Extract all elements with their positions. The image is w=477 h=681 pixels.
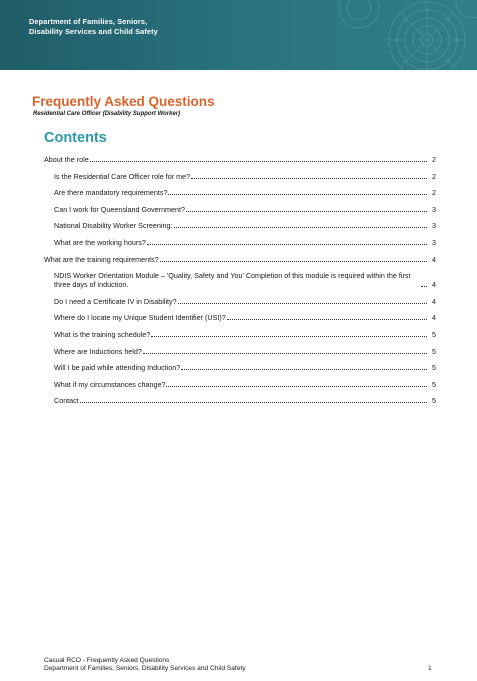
- toc-entry[interactable]: [44, 238, 436, 247]
- toc-entry-page: 4: [432, 280, 436, 290]
- page-footer: [44, 657, 246, 673]
- toc-entry-title: Contact: [54, 396, 79, 406]
- toc-dot-leader: [168, 194, 427, 195]
- toc-entry[interactable]: [44, 172, 436, 181]
- toc-entry-page: 2: [432, 171, 436, 181]
- toc-entry-page: 4: [432, 313, 436, 323]
- toc-entry-page: 2: [432, 188, 436, 198]
- document-subtitle: Residential Care Officer (Disability Support Worker): [33, 111, 181, 117]
- toc-dot-leader: [181, 369, 427, 370]
- toc-dot-leader: [166, 386, 427, 387]
- toc-entry[interactable]: [44, 363, 436, 372]
- toc-dot-leader: [80, 402, 427, 403]
- toc-entry-page: 2: [432, 155, 436, 164]
- toc-entry-page: 4: [432, 254, 436, 264]
- toc-entry[interactable]: [44, 396, 436, 405]
- toc-entry-title: What are the working hours?: [54, 237, 146, 247]
- department-line-2: Disability Services and Child Safety: [29, 27, 158, 36]
- toc-dot-leader: [174, 227, 427, 228]
- department-line-1: Department of Families, Seniors,: [29, 17, 148, 26]
- toc-entry-title: About the role: [44, 155, 89, 164]
- toc-entry-page: 5: [432, 346, 436, 356]
- page-number: 1: [428, 665, 432, 672]
- toc-entry-title: What is the training schedule?: [54, 329, 151, 339]
- header-banner: [0, 0, 477, 70]
- footer-line-1: Casual RCO - Frequently Asked Questions: [44, 657, 170, 664]
- toc-entry-page: 3: [432, 204, 436, 214]
- toc-dot-leader: [143, 353, 427, 354]
- toc-entry-title: Will I be paid while attending Induction?: [54, 363, 181, 373]
- toc-entry-title: Is the Residential Care Officer role for me?: [54, 171, 191, 181]
- toc-entry[interactable]: [44, 330, 436, 339]
- toc-entry-title: What are the training requirements?: [44, 254, 159, 264]
- toc-entry[interactable]: [44, 297, 436, 306]
- toc-entry-page: 5: [432, 379, 436, 389]
- toc-entry[interactable]: [44, 205, 436, 214]
- toc-dot-leader: [421, 286, 427, 287]
- toc-entry-page: 5: [432, 329, 436, 339]
- toc-dot-leader: [191, 178, 427, 179]
- toc-dot-leader: [147, 244, 427, 245]
- contents-heading: Contents: [44, 130, 107, 146]
- table-of-contents: [44, 155, 436, 413]
- toc-entry-page: 5: [432, 396, 436, 406]
- toc-entry-title: National Disability Worker Screening:: [54, 221, 173, 231]
- toc-entry-title: NDIS Worker Orientation Module – 'Quality, Safety and You' Completion of this module is required within the first three days of induction.: [54, 271, 411, 290]
- department-name: [29, 17, 158, 37]
- toc-dot-leader: [178, 303, 427, 304]
- toc-entry-page: 3: [432, 237, 436, 247]
- toc-dot-leader: [227, 319, 427, 320]
- toc-dot-leader: [90, 161, 427, 162]
- toc-entry[interactable]: [44, 313, 436, 322]
- toc-entry-title: Can I work for Queensland Government?: [54, 204, 186, 214]
- toc-entry[interactable]: [44, 188, 436, 197]
- document-title: Frequently Asked Questions: [32, 94, 215, 109]
- toc-entry[interactable]: [44, 155, 436, 164]
- toc-entry[interactable]: [44, 347, 436, 356]
- toc-entry-title: Where do I locate my Unique Student Identifier (USI)?: [54, 313, 226, 323]
- toc-entry-title: Do I need a Certificate IV in Disability?: [54, 296, 177, 306]
- toc-entry-page: 5: [432, 363, 436, 373]
- toc-entry-title: Are there mandatory requirements?: [54, 188, 168, 198]
- toc-entry[interactable]: [44, 380, 436, 389]
- footer-line-2: Department of Families, Seniors, Disability Services and Child Safety: [44, 665, 246, 672]
- toc-entry-title: What if my circumstances change?: [54, 379, 166, 389]
- toc-dot-leader: [151, 336, 427, 337]
- toc-dot-leader: [160, 261, 427, 262]
- toc-entry-page: 4: [432, 296, 436, 306]
- decorative-pattern-icon: [297, 0, 477, 70]
- toc-entry-page: 3: [432, 221, 436, 231]
- toc-entry-title: Where are Inductions held?: [54, 346, 142, 356]
- toc-entry[interactable]: [44, 221, 436, 230]
- toc-entry[interactable]: [44, 255, 436, 264]
- toc-dot-leader: [186, 211, 427, 212]
- toc-entry[interactable]: [44, 271, 436, 289]
